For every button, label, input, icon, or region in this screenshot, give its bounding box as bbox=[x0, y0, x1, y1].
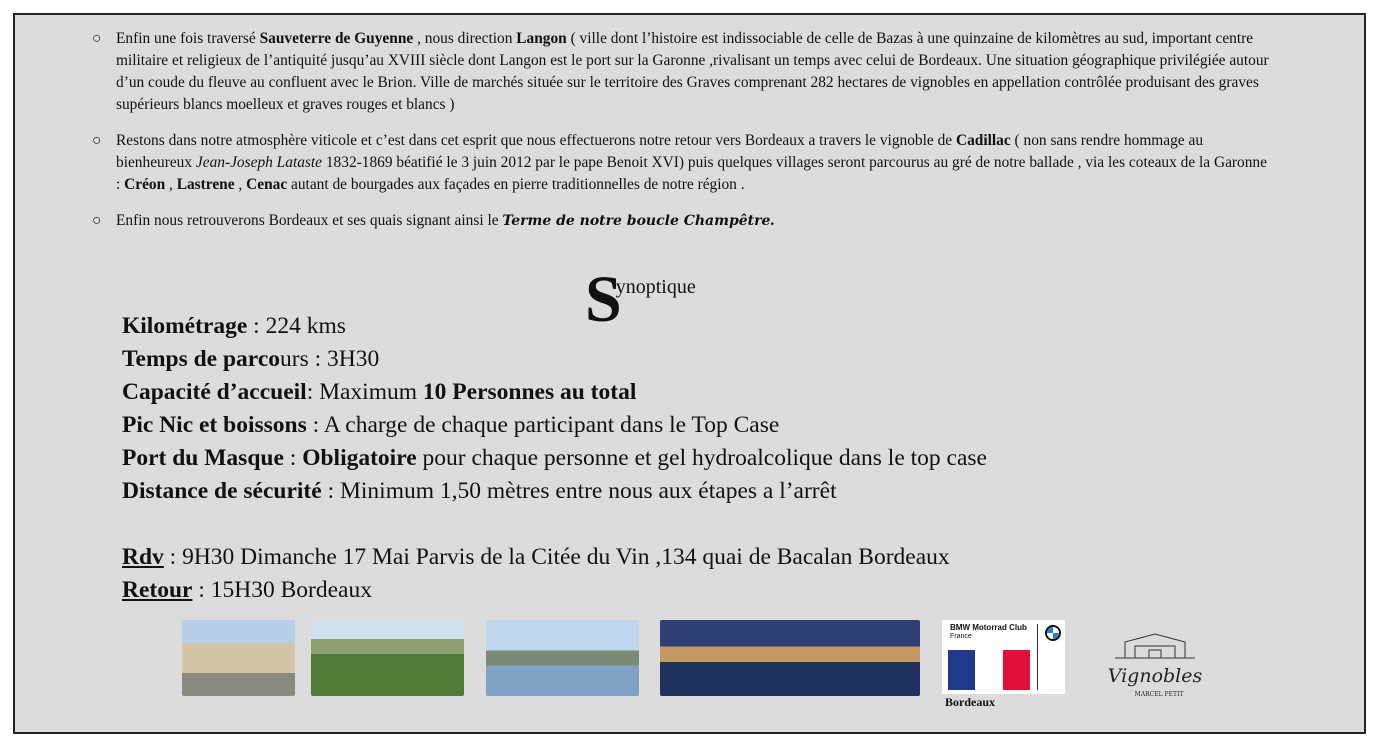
spec-label: Port du Masque bbox=[122, 445, 284, 471]
spec-value: pour chaque personne et gel hydroalcolique dans le top case bbox=[416, 445, 987, 471]
spec-value: 224 kms bbox=[265, 313, 346, 339]
text: , bbox=[234, 176, 247, 193]
text: ( ville dont l’histoire est indissociable de celle de Bazas à une quinzaine de kilomètres au sud, important centre militaire et religieux de l’antiquité jusqu’au XVIII siècle dont Langon est le port sur la Garonne ,rivalisant un temps avec celui de Bordeaux. Une situation géographique privilégiée autour d’un coude du fleuve au confluent avec le Brion. Ville de marchés située sur le territoire des Graves comprenant 282 hectares de vignobles en appellation contrôlée produisant des graves supérieurs blancs moelleux et graves rouges et blancs ) bbox=[116, 30, 1269, 113]
spec-value-bold: Obligatoire bbox=[302, 445, 417, 471]
separator: : bbox=[306, 412, 324, 438]
svg-text:Vignobles: Vignobles bbox=[1107, 665, 1203, 687]
spec-row bbox=[122, 376, 987, 409]
text: , bbox=[165, 176, 177, 193]
place-name: Sauveterre de Guyenne bbox=[259, 30, 414, 47]
photo-vineyard-village bbox=[311, 620, 464, 696]
spec-row bbox=[122, 343, 987, 376]
spec-value: Maximum bbox=[319, 379, 423, 405]
text: 1832-1869 béatifié le 3 juin 2012 par le pape Benoit XVI) puis quelques villages seront parcourus au gré de notre ballade , via les coteaux de la Garonne : bbox=[116, 154, 1267, 193]
list-item bbox=[92, 210, 1272, 232]
text: Enfin nous retrouverons Bordeaux et ses quais signant ainsi le bbox=[116, 212, 503, 229]
retour-label: Retour bbox=[122, 577, 193, 603]
bullet-circle-icon: ○ bbox=[92, 132, 102, 149]
logo-subtext: France bbox=[950, 633, 972, 640]
separator: : bbox=[321, 478, 340, 504]
vignobles-marcel-petit-logo bbox=[1105, 628, 1205, 700]
text: . bbox=[770, 212, 775, 229]
decorative-phrase: Terme de notre boucle Champêtre bbox=[502, 213, 771, 229]
divider bbox=[1037, 624, 1038, 690]
spec-value-bold: 10 Personnes au total bbox=[422, 379, 637, 405]
logo-caption: Bordeaux bbox=[945, 695, 996, 709]
separator: : bbox=[163, 544, 183, 570]
separator: : bbox=[283, 445, 303, 471]
list-item bbox=[92, 130, 1272, 196]
spec-label: Temps de parco bbox=[122, 346, 280, 372]
place-name: Créon bbox=[124, 176, 166, 193]
svg-text:MARCEL PETIT: MARCEL PETIT bbox=[1134, 691, 1184, 698]
french-flag-icon bbox=[948, 650, 1030, 690]
rdv-row bbox=[122, 541, 987, 574]
rdv-label: Rdv bbox=[122, 544, 164, 570]
bullet-circle-icon: ○ bbox=[92, 30, 102, 47]
bullet-circle-icon: ○ bbox=[92, 212, 102, 229]
photo-bordeaux-quays-night bbox=[660, 620, 920, 696]
separator: : bbox=[247, 313, 266, 339]
place-name: Cenac bbox=[246, 176, 288, 193]
spec-label: Capacité d’accueil bbox=[122, 379, 307, 405]
spec-label: Pic Nic et boissons bbox=[122, 412, 307, 438]
spec-label-end: urs bbox=[280, 346, 309, 372]
place-name: Cadillac bbox=[955, 132, 1011, 149]
spec-row bbox=[122, 442, 987, 475]
spec-row bbox=[122, 310, 987, 343]
spec-value: Minimum 1,50 mètres entre nous aux étapes a l’arrêt bbox=[339, 478, 837, 504]
title-rest: ynoptique bbox=[615, 276, 696, 298]
drop-cap: S bbox=[585, 263, 622, 336]
spec-label: Kilométrage bbox=[122, 313, 248, 339]
photo-river-bridge bbox=[486, 620, 639, 696]
synopsis-details bbox=[122, 310, 987, 607]
person-name: Jean-Joseph Lataste bbox=[195, 154, 323, 171]
photo-town-arcades bbox=[182, 620, 295, 696]
rdv-value: 9H30 Dimanche 17 Mai Parvis de la Citée du Vin ,134 quai de Bacalan Bordeaux bbox=[182, 544, 950, 570]
text: Restons dans notre atmosphère viticole et c’est dans cet esprit que nous effectuerons notre retour vers Bordeaux a travers le vignoble de bbox=[116, 132, 956, 149]
separator: : bbox=[306, 379, 320, 405]
place-name: Lastrene bbox=[176, 176, 235, 193]
bmw-motorrad-club-logo bbox=[942, 620, 1065, 694]
text: autant de bourgades aux façades en pierre traditionnelles de notre région . bbox=[287, 176, 745, 193]
separator: : bbox=[192, 577, 211, 603]
itinerary-list bbox=[92, 28, 1272, 246]
logo-text: BMW Motorrad Club bbox=[950, 623, 1027, 632]
spec-row bbox=[122, 409, 987, 442]
spec-label: Distance de sécurité bbox=[122, 478, 322, 504]
retour-row bbox=[122, 574, 987, 607]
spacer bbox=[122, 508, 987, 541]
bmw-roundel-icon bbox=[1045, 625, 1061, 641]
spec-value: A charge de chaque participant dans le Top Case bbox=[323, 412, 780, 438]
place-name: Langon bbox=[516, 30, 567, 47]
spec-value: 3H30 bbox=[327, 346, 380, 372]
text: ( non sans rendre hommage au bienheureux bbox=[116, 132, 1204, 171]
text: Enfin une fois traversé bbox=[116, 30, 260, 47]
spec-row bbox=[122, 475, 987, 508]
list-item bbox=[92, 28, 1272, 116]
text: , nous direction bbox=[413, 30, 517, 47]
separator: : bbox=[308, 346, 328, 372]
retour-value: 15H30 Bordeaux bbox=[210, 577, 372, 603]
